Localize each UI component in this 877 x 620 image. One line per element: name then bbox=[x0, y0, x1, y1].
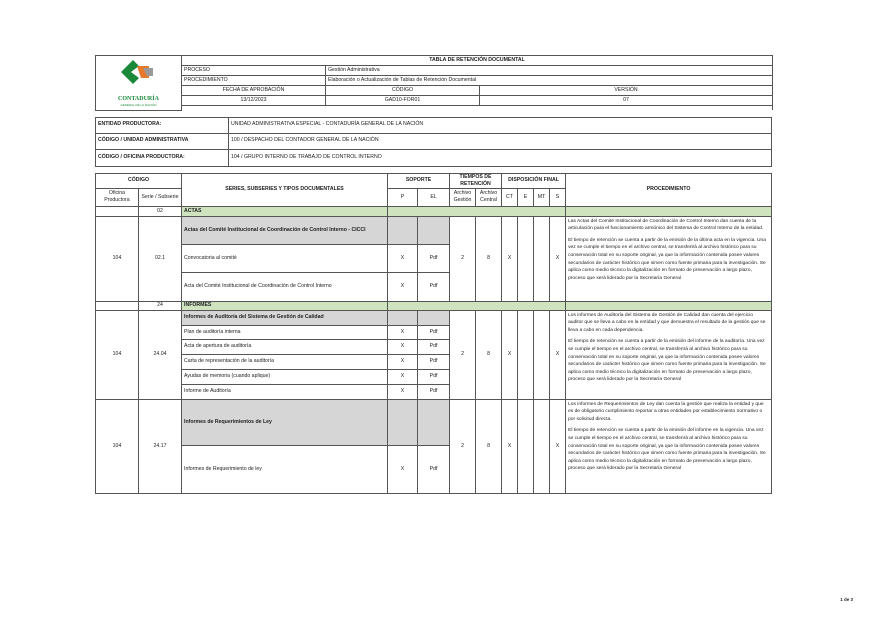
oficina-code: 104 bbox=[96, 216, 139, 301]
tipo-documental: Informe de Auditoría bbox=[182, 384, 388, 399]
soporte-el: Pdf bbox=[418, 354, 450, 369]
central-value: 8 bbox=[476, 216, 502, 301]
serie-code: 02 bbox=[139, 206, 182, 216]
codigo-label: CÓDIGO bbox=[326, 86, 480, 96]
unidad-label: CÓDIGO / UNIDAD ADMINISTRATIVA bbox=[96, 133, 229, 149]
ct-value: X bbox=[502, 216, 518, 301]
tipo-documental: Plan de auditoría interna bbox=[182, 325, 388, 339]
soporte-p: X bbox=[388, 445, 418, 493]
procedimiento-value: Elaboración o Actualización de Tablas de Retención Documental bbox=[326, 76, 773, 86]
subserie-code: 24.17 bbox=[139, 399, 182, 493]
soporte-el: Pdf bbox=[418, 244, 450, 272]
soporte-el: Pdf bbox=[418, 339, 450, 354]
col-ct: CT bbox=[502, 188, 518, 206]
oficina-code: 104 bbox=[96, 310, 139, 399]
tipo-documental: Acta de apertura de auditoría bbox=[182, 339, 388, 354]
col-procedimiento: PROCEDIMIENTO bbox=[566, 173, 772, 206]
serie-name: INFORMES bbox=[182, 301, 388, 310]
s-value: X bbox=[550, 216, 566, 301]
subserie-code: 24.04 bbox=[139, 310, 182, 399]
entidad-label: ENTIDAD PRODUCTORA: bbox=[96, 117, 229, 133]
proceso-value: Gestión Administrativa bbox=[326, 66, 773, 76]
trd-sheet bbox=[95, 55, 772, 494]
oficina-value: 104 / GRUPO INTERNO DE TRABAJO DE CONTROL INTERNO bbox=[229, 149, 772, 166]
tipo-documental: Acta del Comité Institucional de Coordinación de Control Interno bbox=[182, 272, 388, 301]
col-serie: Serie / Subserie bbox=[139, 188, 182, 206]
serie-code: 24 bbox=[139, 301, 182, 310]
unidad-value: 100 / DESPACHO DEL CONTADOR GENERAL DE LA NACIÓN bbox=[229, 133, 772, 149]
col-s: S bbox=[550, 188, 566, 206]
gestion-value: 2 bbox=[450, 310, 476, 399]
col-e: E bbox=[518, 188, 534, 206]
central-value: 8 bbox=[476, 399, 502, 493]
soporte-p: X bbox=[388, 369, 418, 384]
col-tiempos: TIEMPOS DE RETENCIÓN bbox=[450, 173, 502, 188]
header-table bbox=[95, 55, 773, 111]
col-codigo: CÓDIGO bbox=[96, 173, 182, 188]
subserie-code: 02.1 bbox=[139, 216, 182, 301]
central-value: 8 bbox=[476, 310, 502, 399]
soporte-p: X bbox=[388, 354, 418, 369]
version-label: VERSIÓN bbox=[480, 86, 773, 96]
oficina-code: 104 bbox=[96, 399, 139, 493]
entity-table bbox=[95, 117, 772, 167]
logo-text: CONTADURÍA bbox=[118, 96, 159, 103]
col-series: SERIES, SUBSERIES Y TIPOS DOCUMENTALES bbox=[182, 173, 388, 206]
subserie-name: Actas del Comité Institucional de Coordinación de Control Interno - CICCI bbox=[182, 216, 388, 244]
serie-name: ACTAS bbox=[182, 206, 388, 216]
soporte-p: X bbox=[388, 384, 418, 399]
soporte-el: Pdf bbox=[418, 445, 450, 493]
tipo-documental: Carta de representación de la auditoría bbox=[182, 354, 388, 369]
soporte-el: Pdf bbox=[418, 369, 450, 384]
soporte-el: Pdf bbox=[418, 325, 450, 339]
tipo-documental: Informes de Requerimiento de ley bbox=[182, 445, 388, 493]
col-central: Archivo Central bbox=[476, 188, 502, 206]
soporte-el: Pdf bbox=[418, 272, 450, 301]
subserie-name: Informes de Requerimientos de Ley bbox=[182, 399, 388, 445]
s-value: X bbox=[550, 310, 566, 399]
soporte-p: X bbox=[388, 244, 418, 272]
codigo-value: GAD10-FOR01 bbox=[326, 96, 480, 106]
col-el: EL bbox=[418, 188, 450, 206]
procedimiento-text: Los informes de Auditoría del Sistema de Gestión de Calidad dan cuenta del ejercicio auditor que se lleva a cabo en la entidad y que demuestra el resultado de la gestión que se lleva a cabo en cada dependencia. El tiempo de retención se cuenta a partir de la emisión del informe de la auditoría. Una vez se cumple el tiempo en el archivo central, se transferirá al archivo histórico para su conservación total en su soporte original, ya que la información contenida posee valores secundarios de carácter histórico que sirven como fuente primaria para la investigación. Se aplica como medio técnico la digitalización en formato de preservación a largo plazo, proceso que será liderado por la Secretaría General bbox=[566, 310, 772, 399]
col-disposicion: DISPOSICIÓN FINAL bbox=[502, 173, 566, 188]
entidad-value: UNIDAD ADMINISTRATIVA ESPECIAL - CONTADURÍA GENERAL DE LA NACIÓN bbox=[229, 117, 772, 133]
proceso-label: PROCESO bbox=[182, 66, 326, 76]
version-value: 07 bbox=[480, 96, 773, 106]
logo-icon bbox=[109, 58, 169, 92]
soporte-p: X bbox=[388, 325, 418, 339]
col-soporte: SOPORTE bbox=[388, 173, 450, 188]
col-p: P bbox=[388, 188, 418, 206]
tipo-documental: Ayudas de memoria (cuando aplique) bbox=[182, 369, 388, 384]
col-oficina: Oficina Productora bbox=[96, 188, 139, 206]
soporte-p: X bbox=[388, 272, 418, 301]
oficina-label: CÓDIGO / OFICINA PRODUCTORA: bbox=[96, 149, 229, 166]
procedimiento-label: PROCEDIMIENTO bbox=[182, 76, 326, 86]
subserie-name: Informes de Auditoría del Sistema de Gestión de Calidad bbox=[182, 310, 388, 325]
fecha-value: 13/12/2023 bbox=[182, 96, 326, 106]
page-number: 1 de 3 bbox=[840, 597, 853, 602]
procedimiento-text: Los informes de Requerimientos de Ley dan cuenta la gestión que realiza la entidad y que es de obligatorio cumplimiento reportar a otras entidades por establecimiento normativo o por solicitud directa. El tiempo de retención se cuenta a partir de la emisión del informe en la vigencia. Una vez se cumple el tiempo en el archivo central, se transferirá al archivo histórico para su conservación total en su soporte original, ya que la información contenida posee valores secundarios de carácter histórico que sirven como fuente primaria para la investigación. Se aplica como medio técnico la digitalización en formato de preservación a largo plazo, proceso que será liderado por la Secretaría General bbox=[566, 399, 772, 493]
col-mt: MT bbox=[534, 188, 550, 206]
doc-title: TABLA DE RETENCIÓN DOCUMENTAL bbox=[182, 56, 773, 66]
logo-subtext: GENERAL DE LA NACIÓN bbox=[120, 103, 157, 108]
procedimiento-text: Las Actas del Comité Institucional de Coordinación de Control Interno dan cuenta de la articulación para el funcionamiento armónico del Sistema de Control Interno de la entidad. El tiempo de retención se cuenta a partir de la emisión de la última acta en la vigencia. Una vez se cumple el tiempo en el archivo central, se transferirá al archivo histórico para su conservación total en su soporte original, ya que la información contenida posee valores secundarios de carácter histórico que sirven como fuente primaria para la investigación. Se aplica como medio técnico la digitalización en formato de preservación a largo plazo, proceso que será liderado por la Secretaría General bbox=[566, 216, 772, 301]
tipo-documental: Convocatoria al comité bbox=[182, 244, 388, 272]
gestion-value: 2 bbox=[450, 216, 476, 301]
gestion-value: 2 bbox=[450, 399, 476, 493]
fecha-label: FECHA DE APROBACIÓN bbox=[182, 86, 326, 96]
s-value: X bbox=[550, 399, 566, 493]
soporte-el: Pdf bbox=[418, 384, 450, 399]
ct-value: X bbox=[502, 399, 518, 493]
trd-table bbox=[95, 173, 772, 494]
ct-value: X bbox=[502, 310, 518, 399]
logo bbox=[96, 56, 182, 111]
soporte-p: X bbox=[388, 339, 418, 354]
col-gestion: Archivo Gestión bbox=[450, 188, 476, 206]
